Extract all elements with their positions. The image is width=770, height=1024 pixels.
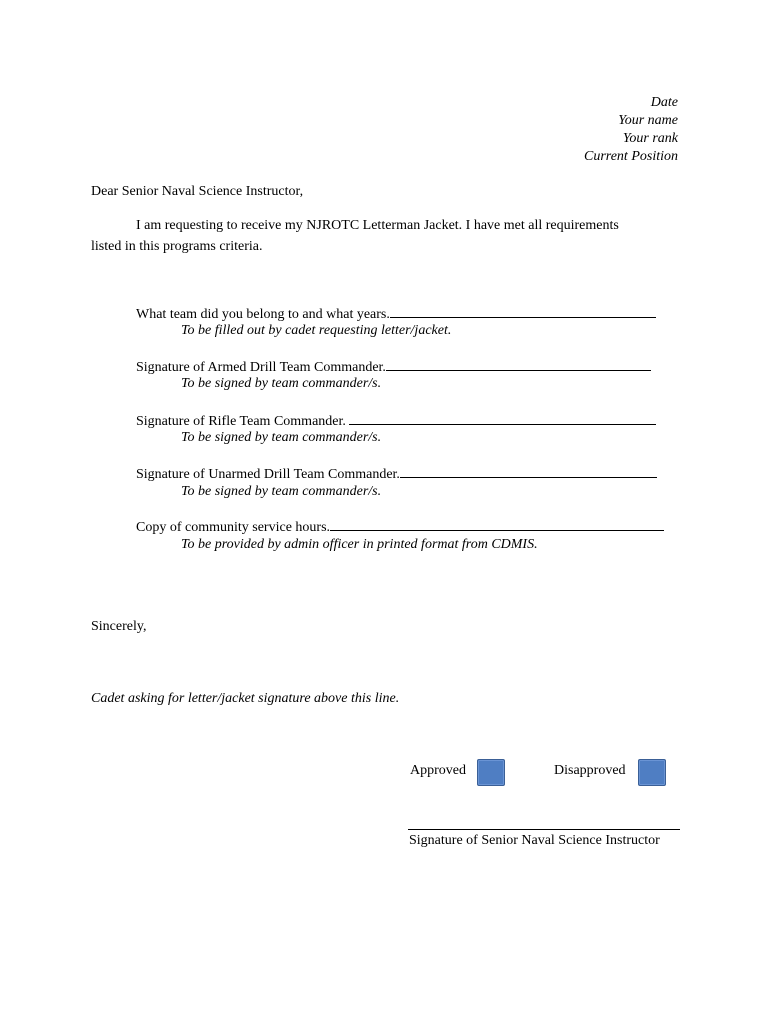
fill-in-line[interactable]	[330, 518, 664, 531]
signature-line[interactable]	[349, 412, 656, 425]
cadet-signature-note: Cadet asking for letter/jacket signature above this line.	[91, 691, 400, 706]
item-note: To be signed by team commander/s.	[181, 430, 382, 445]
instructor-signature-line[interactable]	[408, 829, 680, 830]
header-name: Your name	[618, 113, 678, 128]
body-line-2: listed in this programs criteria.	[91, 239, 263, 254]
item-note: To be signed by team commander/s.	[181, 376, 382, 391]
item-label: Signature of Armed Drill Team Commander.	[136, 360, 386, 375]
header-position: Current Position	[584, 149, 678, 164]
signature-line[interactable]	[400, 465, 657, 478]
signature-line[interactable]	[386, 358, 651, 371]
instructor-signature-label: Signature of Senior Naval Science Instructor	[409, 833, 660, 848]
header-rank: Your rank	[622, 131, 678, 146]
body-line-1: I am requesting to receive my NJROTC Letterman Jacket. I have met all requirements	[136, 218, 619, 233]
closing: Sincerely,	[91, 619, 147, 634]
header-block	[584, 94, 678, 166]
item-label: What team did you belong to and what years.	[136, 307, 390, 322]
item-label: Copy of community service hours.	[136, 520, 331, 535]
approved-checkbox[interactable]	[477, 759, 505, 786]
fill-in-line[interactable]	[390, 305, 656, 318]
approved-label: Approved	[410, 763, 466, 778]
salutation: Dear Senior Naval Science Instructor,	[91, 184, 304, 199]
item-label: Signature of Rifle Team Commander.	[136, 414, 350, 429]
item-team-years	[136, 305, 656, 323]
item-unarmed-drill	[136, 465, 657, 483]
item-note: To be filled out by cadet requesting letter/jacket.	[181, 323, 452, 338]
item-rifle-team	[136, 412, 656, 430]
item-label: Signature of Unarmed Drill Team Commander.	[136, 467, 400, 482]
item-armed-drill	[136, 358, 651, 376]
disapproved-checkbox[interactable]	[638, 759, 666, 786]
disapproved-label: Disapproved	[554, 763, 626, 778]
header-date: Date	[650, 95, 678, 110]
item-community-service	[136, 518, 664, 536]
item-note: To be provided by admin officer in printed format from CDMIS.	[181, 537, 538, 552]
item-note: To be signed by team commander/s.	[181, 484, 382, 499]
